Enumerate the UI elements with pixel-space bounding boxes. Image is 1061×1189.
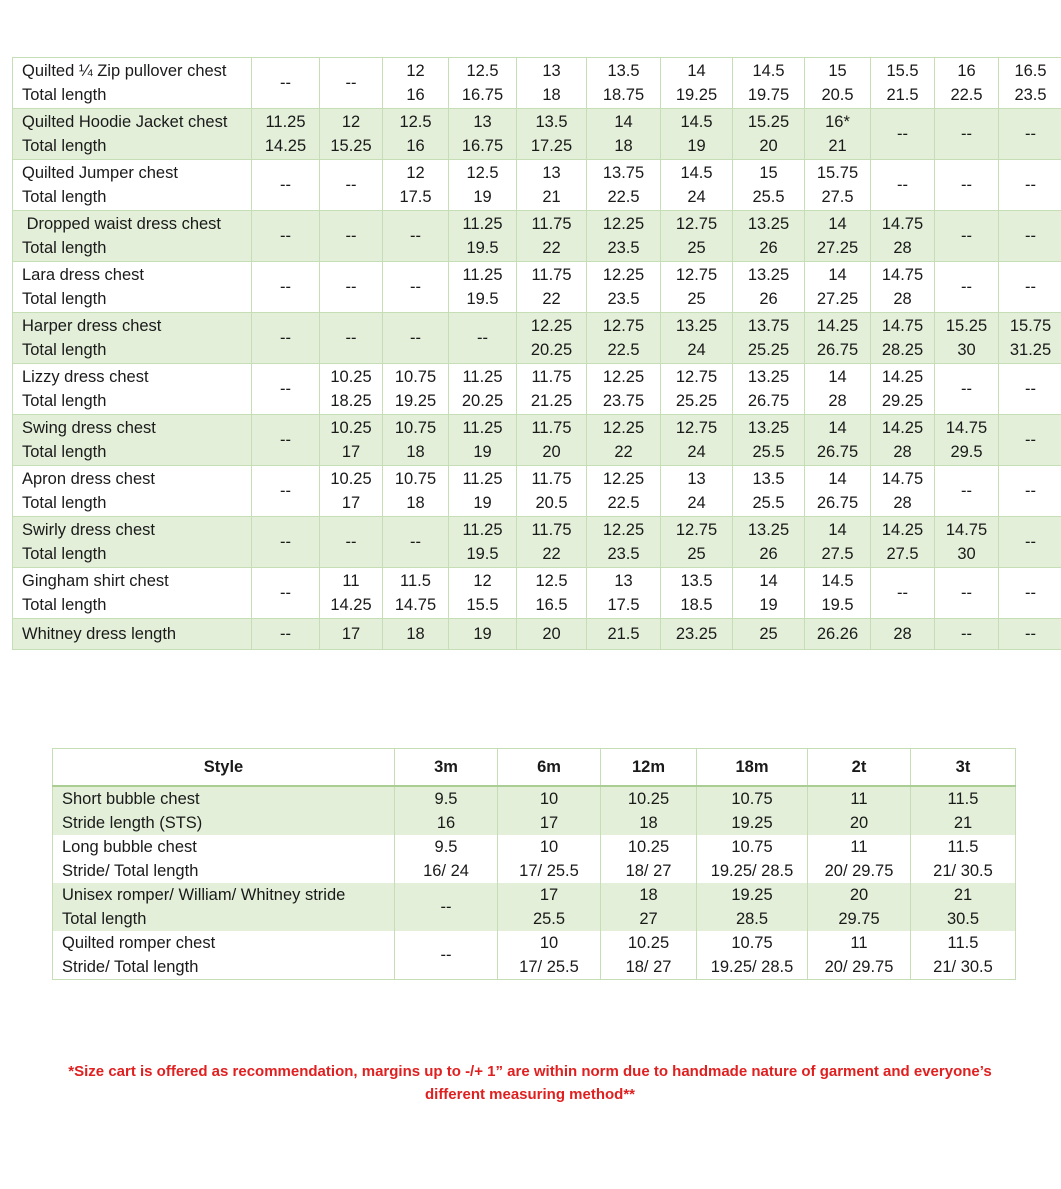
size-value-cell: -- [935, 211, 999, 262]
size-header: 6m [498, 749, 601, 787]
baby-size-row [53, 835, 1016, 883]
size-value-cell: 12.75 25 [661, 262, 733, 313]
size-value-cell: 14 27.25 [805, 262, 871, 313]
size-value-cell: 14.75 29.5 [935, 415, 999, 466]
size-value-cell: -- [320, 160, 383, 211]
size-value-cell: -- [871, 109, 935, 160]
style-label: Lara dress chest Total length [13, 262, 252, 313]
size-value-cell: 11.75 20.5 [517, 466, 587, 517]
size-value-cell: 14.75 28 [871, 262, 935, 313]
size-value-cell: 15.25 20 [733, 109, 805, 160]
chest-length-size-table [12, 57, 1061, 650]
size-value-cell: 10.75 19.25 [697, 786, 808, 835]
size-value-cell: -- [252, 568, 320, 619]
size-header: 2t [808, 749, 911, 787]
size-value-cell: 21.5 [587, 619, 661, 650]
size-value-cell: 9.5 16/ 24 [395, 835, 498, 883]
size-value-cell: 11.5 21/ 30.5 [911, 835, 1016, 883]
size-value-cell: 10.75 19.25/ 28.5 [697, 835, 808, 883]
size-value-cell: -- [871, 568, 935, 619]
size-value-cell: 11.25 19.5 [449, 211, 517, 262]
style-label: Swirly dress chest Total length [13, 517, 252, 568]
baby-size-row [53, 883, 1016, 931]
size-value-cell: -- [383, 211, 449, 262]
size-value-cell: -- [935, 619, 999, 650]
size-value-cell: 11.25 19 [449, 466, 517, 517]
size-value-cell: 13.5 25.5 [733, 466, 805, 517]
size-value-cell: 14.75 28 [871, 466, 935, 517]
size-value-cell: 12.75 25.25 [661, 364, 733, 415]
size-value-cell: 10.25 18/ 27 [601, 835, 697, 883]
size-value-cell: -- [252, 517, 320, 568]
size-value-cell: -- [320, 211, 383, 262]
size-value-cell: 12 15.25 [320, 109, 383, 160]
size-value-cell: 16.5 23.5 [999, 58, 1061, 109]
size-value-cell: 15.75 31.25 [999, 313, 1061, 364]
size-value-cell: 15 20.5 [805, 58, 871, 109]
size-value-cell: 14.25 29.25 [871, 364, 935, 415]
style-label: Dropped waist dress chest Total length [13, 211, 252, 262]
size-value-cell: 12.25 23.5 [587, 262, 661, 313]
size-header: 18m [697, 749, 808, 787]
size-value-cell: -- [383, 517, 449, 568]
size-value-cell: -- [999, 568, 1061, 619]
size-value-cell: 14 27.5 [805, 517, 871, 568]
size-value-cell: 11.25 14.25 [252, 109, 320, 160]
size-value-cell: 14 18 [587, 109, 661, 160]
style-label: Apron dress chest Total length [13, 466, 252, 517]
size-value-cell: 14.5 19 [661, 109, 733, 160]
size-value-cell: 14 19.25 [661, 58, 733, 109]
size-value-cell: -- [395, 931, 498, 980]
size-value-cell: 11.75 20 [517, 415, 587, 466]
size-value-cell: -- [320, 58, 383, 109]
size-value-cell: 14.75 30 [935, 517, 999, 568]
size-value-cell: -- [935, 262, 999, 313]
size-value-cell: 11.5 21/ 30.5 [911, 931, 1016, 980]
size-value-cell: 13.75 22.5 [587, 160, 661, 211]
size-value-cell: 18 [383, 619, 449, 650]
size-value-cell: -- [252, 160, 320, 211]
size-value-cell: 12.75 25 [661, 211, 733, 262]
size-value-cell: 13.25 26 [733, 211, 805, 262]
size-value-cell: 12.25 22.5 [587, 466, 661, 517]
size-value-cell: 13.5 18.5 [661, 568, 733, 619]
size-value-cell: 25 [733, 619, 805, 650]
size-value-cell: 13.25 26 [733, 517, 805, 568]
size-value-cell: -- [935, 568, 999, 619]
size-value-cell: -- [999, 262, 1061, 313]
size-header: 3t [911, 749, 1016, 787]
size-value-cell: 17 [320, 619, 383, 650]
size-value-cell: 26.26 [805, 619, 871, 650]
size-value-cell: 10.25 17 [320, 466, 383, 517]
size-value-cell: -- [383, 262, 449, 313]
size-value-cell: 12 16 [383, 58, 449, 109]
size-value-cell: 14.75 28 [871, 211, 935, 262]
size-value-cell: 12.25 23.75 [587, 364, 661, 415]
size-value-cell: 11.75 21.25 [517, 364, 587, 415]
size-value-cell: 11.25 19.5 [449, 517, 517, 568]
size-value-cell: 11.75 22 [517, 517, 587, 568]
size-row [13, 466, 1061, 517]
size-row [13, 313, 1061, 364]
baby-size-table [52, 748, 1016, 980]
size-row [13, 415, 1061, 466]
size-value-cell: 23.25 [661, 619, 733, 650]
size-value-cell: -- [395, 883, 498, 931]
size-value-cell: 11.5 21 [911, 786, 1016, 835]
size-row [13, 262, 1061, 313]
style-label: Gingham shirt chest Total length [13, 568, 252, 619]
size-value-cell: 14 19 [733, 568, 805, 619]
size-value-cell: 13.75 25.25 [733, 313, 805, 364]
size-row [13, 568, 1061, 619]
style-label: Quilted Jumper chest Total length [13, 160, 252, 211]
size-value-cell: 13 18 [517, 58, 587, 109]
size-value-cell: -- [999, 466, 1061, 517]
size-value-cell: 12.75 25 [661, 517, 733, 568]
size-value-cell: 11.5 14.75 [383, 568, 449, 619]
size-value-cell: 14.25 26.75 [805, 313, 871, 364]
size-value-cell: 13.25 25.5 [733, 415, 805, 466]
size-value-cell: 15.25 30 [935, 313, 999, 364]
size-value-cell: 10.25 18/ 27 [601, 931, 697, 980]
style-label: Long bubble chest Stride/ Total length [53, 835, 395, 883]
size-value-cell: 12.5 16.5 [517, 568, 587, 619]
size-value-cell: -- [999, 619, 1061, 650]
size-value-cell: 10.75 18 [383, 415, 449, 466]
size-value-cell: 11.25 20.25 [449, 364, 517, 415]
size-value-cell: 11 20 [808, 786, 911, 835]
size-disclaimer-note: *Size cart is offered as recommendation, margins up to -/+ 1” are within norm due to handmade nature of garment and everyone’s different measuring method** [68, 1063, 992, 1103]
size-value-cell: -- [999, 109, 1061, 160]
size-value-cell: 19.25 28.5 [697, 883, 808, 931]
size-value-cell: 10.75 19.25 [383, 364, 449, 415]
size-value-cell: 13.25 26.75 [733, 364, 805, 415]
style-header: Style [53, 749, 395, 787]
size-value-cell: -- [252, 211, 320, 262]
size-value-cell: 11 20/ 29.75 [808, 835, 911, 883]
style-label: Unisex romper/ William/ Whitney stride Total length [53, 883, 395, 931]
size-header: 3m [395, 749, 498, 787]
size-value-cell: 14.5 19.75 [733, 58, 805, 109]
size-value-cell: -- [935, 160, 999, 211]
size-row [13, 619, 1061, 650]
size-value-cell: 15 25.5 [733, 160, 805, 211]
size-value-cell: 12.5 16.75 [449, 58, 517, 109]
size-value-cell: 14.25 28 [871, 415, 935, 466]
size-value-cell: 12.5 16 [383, 109, 449, 160]
size-header: 12m [601, 749, 697, 787]
style-label: Quilted romper chest Stride/ Total length [53, 931, 395, 980]
size-value-cell: -- [999, 364, 1061, 415]
size-row [13, 109, 1061, 160]
size-value-cell: 20 29.75 [808, 883, 911, 931]
size-value-cell: 13.5 18.75 [587, 58, 661, 109]
size-value-cell: 13.5 17.25 [517, 109, 587, 160]
size-value-cell: 10 17/ 25.5 [498, 931, 601, 980]
size-value-cell: 12.25 22 [587, 415, 661, 466]
size-value-cell: 10.25 18.25 [320, 364, 383, 415]
size-value-cell: 11.75 22 [517, 211, 587, 262]
size-value-cell: 21 30.5 [911, 883, 1016, 931]
size-value-cell: -- [252, 619, 320, 650]
size-value-cell: 14.25 27.5 [871, 517, 935, 568]
size-row [13, 160, 1061, 211]
size-value-cell: -- [252, 364, 320, 415]
size-value-cell: 10 17 [498, 786, 601, 835]
style-label: Swing dress chest Total length [13, 415, 252, 466]
size-row [13, 58, 1061, 109]
size-value-cell: -- [871, 160, 935, 211]
size-value-cell: 9.5 16 [395, 786, 498, 835]
size-value-cell: 17 25.5 [498, 883, 601, 931]
size-value-cell: -- [320, 262, 383, 313]
baby-size-row [53, 931, 1016, 980]
size-value-cell: -- [252, 58, 320, 109]
size-value-cell: 12 17.5 [383, 160, 449, 211]
size-value-cell: 13.25 26 [733, 262, 805, 313]
size-value-cell: 16* 21 [805, 109, 871, 160]
style-label: Whitney dress length [13, 619, 252, 650]
size-value-cell: -- [320, 517, 383, 568]
size-value-cell: 11 14.25 [320, 568, 383, 619]
size-value-cell: -- [320, 313, 383, 364]
size-row [13, 211, 1061, 262]
size-value-cell: 12.5 19 [449, 160, 517, 211]
size-value-cell: -- [252, 313, 320, 364]
size-value-cell: 13 24 [661, 466, 733, 517]
size-value-cell: -- [935, 109, 999, 160]
size-value-cell: 14.5 19.5 [805, 568, 871, 619]
size-value-cell: -- [999, 160, 1061, 211]
style-label: Quilted Hoodie Jacket chest Total length [13, 109, 252, 160]
size-value-cell: -- [999, 517, 1061, 568]
size-value-cell: 14 28 [805, 364, 871, 415]
size-value-cell: 14 27.25 [805, 211, 871, 262]
baby-size-row [53, 786, 1016, 835]
size-value-cell: -- [999, 211, 1061, 262]
size-value-cell: 11.25 19.5 [449, 262, 517, 313]
size-value-cell: 16 22.5 [935, 58, 999, 109]
size-value-cell: 12.25 23.5 [587, 211, 661, 262]
size-value-cell: 28 [871, 619, 935, 650]
size-row [13, 364, 1061, 415]
size-value-cell: 13.25 24 [661, 313, 733, 364]
size-value-cell: 12.25 20.25 [517, 313, 587, 364]
size-value-cell: 12 15.5 [449, 568, 517, 619]
size-value-cell: -- [935, 466, 999, 517]
size-value-cell: 14.75 28.25 [871, 313, 935, 364]
size-value-cell: 11.25 19 [449, 415, 517, 466]
size-value-cell: 10.25 17 [320, 415, 383, 466]
style-label: Quilted ¼ Zip pullover chest Total length [13, 58, 252, 109]
size-value-cell: 14 26.75 [805, 466, 871, 517]
size-value-cell: 12.25 23.5 [587, 517, 661, 568]
size-value-cell: 20 [517, 619, 587, 650]
style-label: Harper dress chest Total length [13, 313, 252, 364]
size-value-cell: 12.75 22.5 [587, 313, 661, 364]
size-value-cell: -- [252, 466, 320, 517]
size-value-cell: 11.75 22 [517, 262, 587, 313]
size-value-cell: 13 21 [517, 160, 587, 211]
size-value-cell: 10 17/ 25.5 [498, 835, 601, 883]
size-value-cell: -- [252, 415, 320, 466]
style-label: Short bubble chest Stride length (STS) [53, 786, 395, 835]
size-value-cell: -- [252, 262, 320, 313]
size-value-cell: 18 27 [601, 883, 697, 931]
size-value-cell: 11 20/ 29.75 [808, 931, 911, 980]
size-value-cell: 14 26.75 [805, 415, 871, 466]
size-value-cell: -- [935, 364, 999, 415]
size-value-cell: 10.75 18 [383, 466, 449, 517]
size-value-cell: 12.75 24 [661, 415, 733, 466]
size-row [13, 517, 1061, 568]
size-value-cell: 19 [449, 619, 517, 650]
size-value-cell: 13 17.5 [587, 568, 661, 619]
size-value-cell: 13 16.75 [449, 109, 517, 160]
size-value-cell: -- [449, 313, 517, 364]
size-value-cell: 15.75 27.5 [805, 160, 871, 211]
size-value-cell: 14.5 24 [661, 160, 733, 211]
size-value-cell: 10.25 18 [601, 786, 697, 835]
size-value-cell: -- [999, 415, 1061, 466]
size-value-cell: 10.75 19.25/ 28.5 [697, 931, 808, 980]
size-value-cell: -- [383, 313, 449, 364]
style-label: Lizzy dress chest Total length [13, 364, 252, 415]
size-value-cell: 15.5 21.5 [871, 58, 935, 109]
